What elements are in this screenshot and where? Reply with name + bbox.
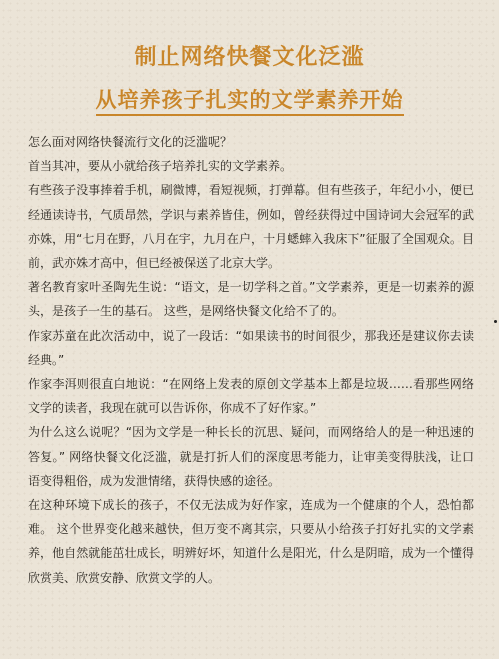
subtitle-text: 从培养孩子扎实的文学素养开始 [96, 88, 404, 116]
margin-dot [494, 320, 497, 323]
paragraph: 著名教育家叶圣陶先生说：“语文，是一切学科之首。”文学素养，更是一切素养的源头，是孩子一生的基石。 这些，是网络快餐文化给不了的。 [28, 280, 474, 319]
paragraph: 为什么这么说呢？“因为文学是一种长长的沉思、疑问，而网络给人的是一种迅速的答复。” 网络快餐文化泛滥，就是打折人们的深度思考能力，让审美变得肤浅，让口语变得粗俗，成为发泄情绪，获得快感的途径。 [28, 425, 474, 488]
paragraph: 在这种环境下成长的孩子，不仅无法成为好作家，连成为一个健康的个人，恐怕都难。 这个世界变化越来越快，但万变不离其宗，只要从小给孩子打好扎实的文学素养，他自然就能茁壮成长，明辨好坏，知道什么是阳光，什么是阴暗，成为一个懂得欣赏美、欣赏安静、欣赏文学的人。 [28, 498, 474, 585]
page-title: 制止网络快餐文化泛滥 [134, 45, 365, 70]
article-body [28, 130, 474, 590]
paragraph: 首当其冲，要从小就给孩子培养扎实的文学素养。 [28, 159, 293, 174]
paragraph: 作家李洱则很直白地说：“在网络上发表的原创文学基本上都是垃圾……看那些网络文学的读者，我现在就可以告诉你，你成不了好作家。” [28, 377, 474, 416]
paragraph: 有些孩子没事捧着手机，刷微博，看短视频，打弹幕。但有些孩子，年纪小小，便已经通读诗书，气质昂然，学识与素养皆佳，例如，曾经获得过中国诗词大会冠军的武亦姝，用“七月在野，八月在宇，九月在户，十月蟋蟀入我床下”征服了全国观众。目前，武亦姝才高中，但已经被保送了北京大学。 [28, 183, 474, 271]
paragraph: 怎么面对网络快餐流行文化的泛滥呢？ [28, 135, 233, 149]
page-subtitle [0, 84, 499, 114]
paragraph: 作家苏童在此次活动中，说了一段话：“如果读书的时间很少，那我还是建议你去读经典。” [28, 328, 474, 367]
